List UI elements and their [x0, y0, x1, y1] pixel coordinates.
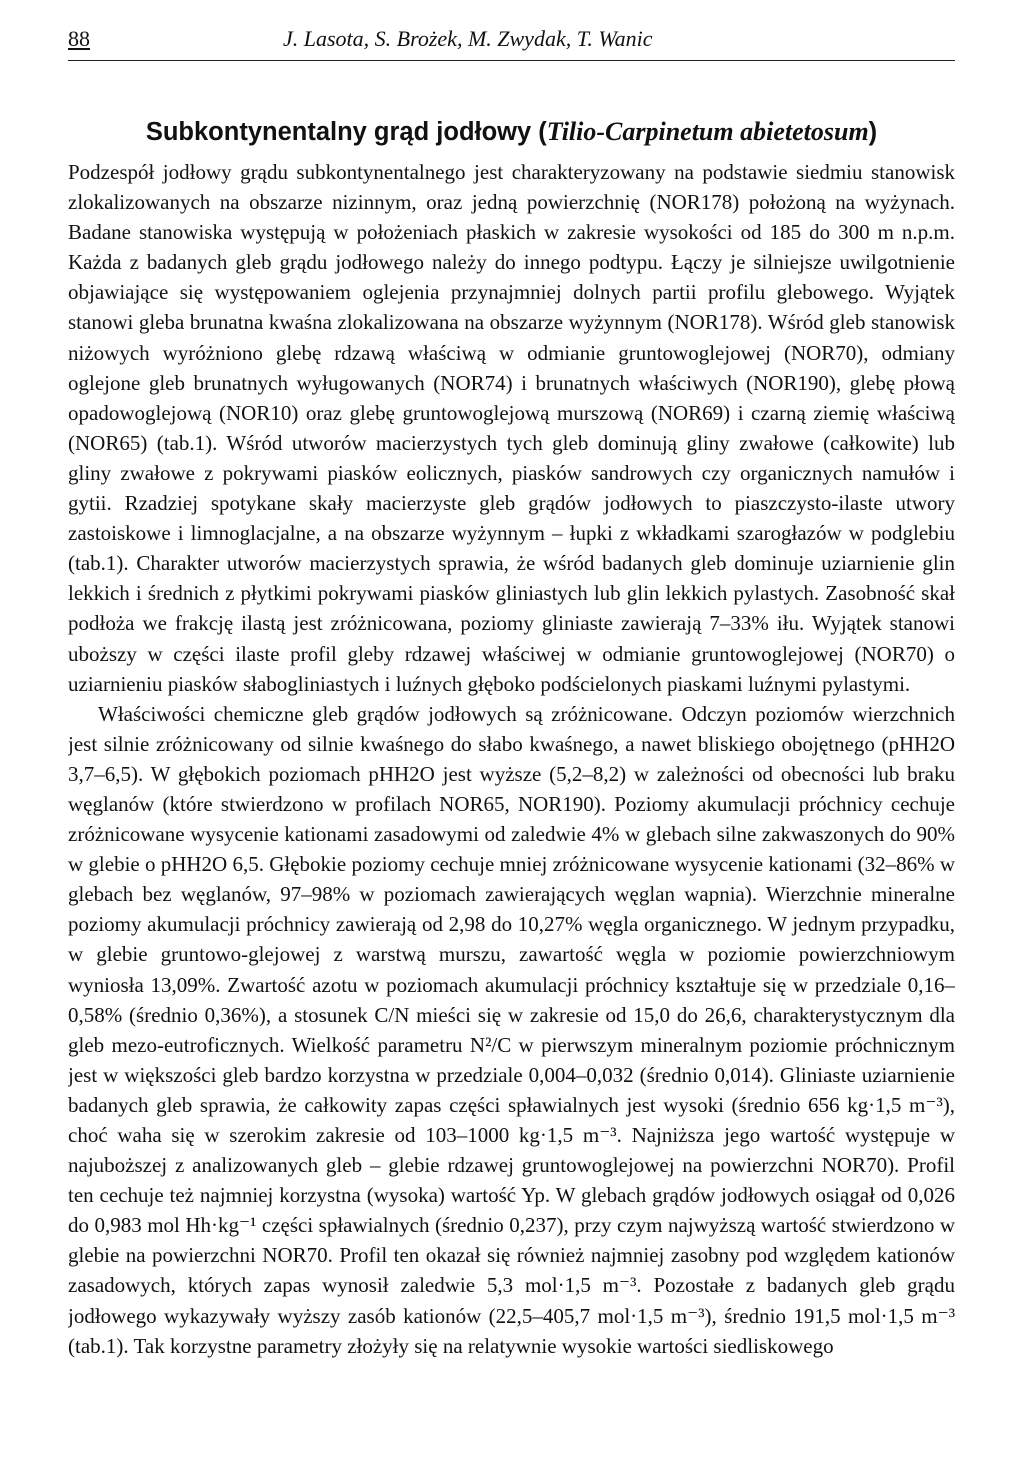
body-paragraph-1: Podzespół jodłowy grądu subkontynentalnego jest charakteryzowany na podstawie siedmiu stanowisk zlokalizowanych na obszarze nizinnym, oraz jedną powierzchnię (NOR178) położoną na wyżynach. Badane stanowiska występują w położeniach płaskich w zakresie wysokości od 185 do 300 m n.p.m. Każda z badanych gleb grądu jodłowego należy do innego podtypu. Łączy je silniejsze uwilgotnienie objawiające się występowaniem oglejenia przynajmniej dolnych partii profilu glebowego. Wyjątek stanowi gleba brunatna kwaśna zlokalizowana na obszarze wyżynnym (NOR178). Wśród gleb stanowisk niżowych wyróżniono glebę rdzawą właściwą w odmianie gruntowoglejowej (NOR70), odmiany oglejone gleb brunatnych wyługowanych (NOR74) i brunatnych właściwych (NOR190), glebę płową opadowoglejową (NOR10) oraz glebę gruntowoglejową murszową (NOR69) i czarną ziemię właściwą (NOR65) (tab.1). Wśród utworów macierzystych tych gleb dominują gliny zwałowe (całkowite) lub gliny zwałowe z pokrywami piasków eolicznych, piasków sandrowych czy organicznych namułów i gytii. Rzadziej spotykane skały macierzyste gleb grądów jodłowych to piaszczysto-ilaste utwory zastoiskowe i limnoglacjalne, a na obszarze wyżynnym – łupki z wkładkami szarogłazów w podglebiu (tab.1). Charakter utworów macierzystych sprawia, że wśród badanych gleb dominuje uziarnienie glin lekkich i średnich z płytkimi pokrywami piasków gliniastych lub glin lekkich pylastych. Zasobność skał podłoża we frakcję ilastą jest zróżnicowana, poziomy gliniaste zawierają 7–33% iłu. Wyjątek stanowi uboższy w części ilaste profil gleby rdzawej właściwej w odmianie gruntowoglejowej (NOR70) o uziarnieniu piasków słabogliniastych i luźnych głęboko podścielonych piaskami luźnymi pylastymi.: [68, 160, 955, 696]
page-number: 88: [68, 26, 90, 51]
running-head-authors: J. Lasota, S. Brożek, M. Zwydak, T. Wanic: [283, 26, 653, 51]
page: [68, 26, 955, 1446]
section-title-suffix: ): [868, 118, 878, 146]
running-head: [68, 26, 955, 61]
body-paragraph-2: Właściwości chemiczne gleb grądów jodłowych są zróżnicowane. Odczyn poziomów wierzchnich jest silnie zróżnicowany od silnie kwaśnego do słabo kwaśnego, a nawet bliskiego obojętnego (pHH2O 3,7–6,5). W głębokich poziomach pHH2O jest wyższe (5,2–8,2) w zależności od obecności lub braku węglanów (które stwierdzono w profilach NOR65, NOR190). Poziomy akumulacji próchnicy cechuje zróżnicowane wysycenie kationami zasadowymi od zaledwie 4% w glebach silne zakwaszonych do 90% w glebie o pHH2O 6,5. Głębokie poziomy cechuje mniej zróżnicowane wysycenie kationami (32–86% w glebach bez węglanów, 97–98% w poziomach zawierających węglan wapnia). Wierzchnie mineralne poziomy akumulacji próchnicy zawierają od 2,98 do 10,27% węgla organicznego. W jednym przypadku, w glebie gruntowo-glejowej z warstwą murszu, zawartość węgla w poziomie powierzchniowym wyniosła 13,09%. Zwartość azotu w poziomach akumulacji próchnicy kształtuje się w przedziale 0,16–0,58% (średnio 0,36%), a stosunek C/N mieści się w zakresie od 15,0 do 26,6, charakterystycznym dla gleb mezo-eutroficznych. Wielkość parametru N²/C w pierwszym mineralnym poziomie próchnicznym jest w większości gleb bardzo korzystna w przedziale 0,004–0,032 (średnio 0,014). Gliniaste uziarnienie badanych gleb sprawia, że całkowity zapas części spławialnych jest wysoki (średnio 656 kg·1,5 m⁻³), choć waha się w szerokim zakresie od 103–1000 kg·1,5 m⁻³. Najniższa jego wartość występuje w najuboższej z analizowanych gleb – glebie rdzawej gruntowoglejowej na powierzchni NOR70). Profil ten cechuje też najmniej korzystna (wysoka) wartość Yp. W glebach grądów jodłowych osiągał od 0,026 do 0,983 mol Hh·kg⁻¹ części spławialnych (średnio 0,237), przy czym najwyższą wartość stwierdzono w glebie na powierzchni NOR70. Profil ten okazał się również najmniej zasobny pod względem kationów zasadowych, których zapas wynosił zaledwie 5,3 mol·1,5 m⁻³. Pozostałe z badanych gleb grądu jodłowego wykazywały wyższy zasób kationów (22,5–405,7 mol·1,5 m⁻³), średnio 191,5 mol·1,5 m⁻³ (tab.1). Tak korzystne parametry złożyły się na relatywnie wysokie wartości siedliskowego: [68, 701, 955, 1358]
section-title: [68, 117, 955, 147]
section-title-latin: Tilio-Carpinetum abietetosum: [546, 117, 869, 146]
section-title-prefix: Subkontynentalny grąd jodłowy (: [145, 118, 547, 146]
